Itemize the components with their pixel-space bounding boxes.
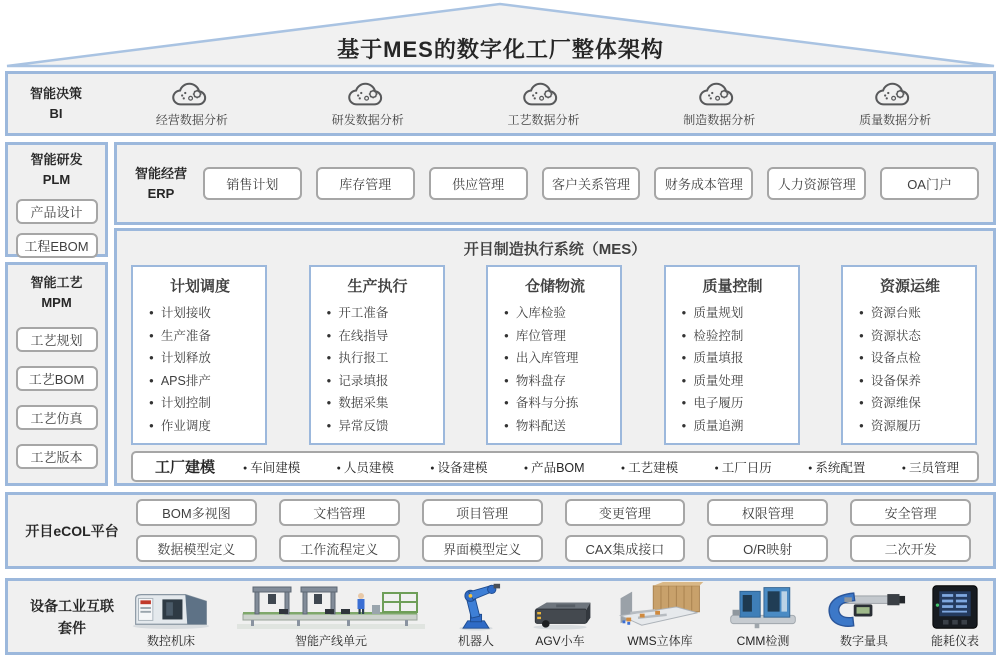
bi-label-line1: 智能决策 [29,85,82,101]
equipment-caption: 机器人 [457,634,494,648]
analytics-node-label: 研发数据分析 [331,112,404,127]
analytics-node-label: 工艺数据分析 [507,112,580,127]
agv-cart-icon [527,593,593,631]
plm-label-line2: PLM [42,172,71,187]
mes-item: ● 库位管理 [504,325,616,348]
mes-item: ● 生产准备 [149,325,261,348]
mpm-node: 工艺仿真 [16,405,98,430]
mes-item: ● 设备保养 [859,370,971,393]
fm-item: ● 产品BOM [524,458,585,476]
mes-title: 开目制造执行系统（MES） [463,241,647,258]
equipment-caption: 数控机床 [146,634,195,648]
erp-node: 财务成本管理 [654,167,753,200]
equipment-figure-wms [616,581,704,649]
plm-node: 工程EBOM [16,233,98,258]
mes-item: ● APS排产 [149,370,261,393]
ecol-node: BOM多视图 [136,499,257,526]
mes-item: ● 计划释放 [149,347,261,370]
equipment-caption: 智能产线单元 [294,634,367,648]
equipment-layer [5,578,996,655]
mes-column-production [309,265,445,445]
analytics-node [332,80,404,128]
cloud-gear-icon [695,80,743,110]
erp-layer-label [129,164,193,204]
mes-column-resource [841,265,977,445]
equipment-figure-line [237,583,425,649]
equipment-caption: WMS立体库 [627,634,693,648]
mpm-label-line2: MPM [41,295,72,310]
ecol-node: 数据模型定义 [136,535,257,562]
bi-layer-label [8,84,104,124]
mes-column-header: 质量控制 [702,278,763,295]
mes-columns [117,259,993,451]
cloud-gear-icon [519,80,567,110]
plm-layer [5,142,108,257]
mpm-label-line1: 智能工艺 [30,275,83,290]
equipment-row [128,581,985,652]
warehouse-icon [616,581,704,631]
mes-item: ● 电子履历 [682,392,794,415]
mes-item: ● 质量规划 [682,302,794,325]
bi-layer [5,71,996,136]
ecol-node: 安全管理 [850,499,971,526]
equipment-caption: CMM检测 [736,634,790,648]
plm-label-line1: 智能研发 [30,152,83,167]
fm-item: ● 三员管理 [902,458,959,476]
ecol-node: O/R映射 [707,535,828,562]
mpm-node: 工艺版本 [16,444,98,469]
erp-modules [203,167,979,200]
mes-item: ● 资源状态 [859,325,971,348]
erp-node: 客户关系管理 [542,167,641,200]
fm-item: ● 设备建模 [430,458,487,476]
mes-item: ● 执行报工 [327,347,439,370]
erp-node: 库存管理 [316,167,415,200]
mes-item: ● 记录填报 [327,370,439,393]
ecol-node: 变更管理 [565,499,686,526]
mpm-node: 工艺BOM [16,366,98,391]
mes-item: ● 物料盘存 [504,370,616,393]
erp-node: OA门户 [880,167,979,200]
equipment-figure-cnc [128,585,214,649]
mes-item: ● 设备点检 [859,347,971,370]
analytics-node-label: 经营数据分析 [155,112,228,127]
ecol-node: 二次开发 [850,535,971,562]
analytics-node [683,80,755,128]
fm-item: ● 人员建模 [337,458,394,476]
fm-item: ● 工厂日历 [715,458,772,476]
ecol-node: 工作流程定义 [279,535,400,562]
ecol-node: 界面模型定义 [422,535,543,562]
ecol-node: 项目管理 [422,499,543,526]
mes-column-header: 仓储物流 [524,278,585,295]
factory-modeling-items [243,458,959,476]
cloud-gear-icon [168,80,216,110]
production-line-icon [237,583,425,631]
equipment-figure-meter [929,583,981,649]
cloud-gear-icon [344,80,392,110]
mes-item: ● 物料配送 [504,415,616,438]
mes-item: ● 计划控制 [149,392,261,415]
equipment-label-line2: 套件 [58,619,86,636]
analytics-node-label: 质量数据分析 [859,112,932,127]
erp-node: 销售计划 [203,167,302,200]
mes-item: ● 质量追溯 [682,415,794,438]
mes-item: ● 检验控制 [682,325,794,348]
cmm-machine-icon [727,583,799,631]
fm-item: ● 系统配置 [808,458,865,476]
bi-label-line2: BI [49,105,63,121]
mes-item: ● 异常反馈 [327,415,439,438]
factory-modeling-bar [131,451,979,482]
mes-item: ● 开工准备 [327,302,439,325]
fm-item: ● 车间建模 [243,458,300,476]
mes-item: ● 作业调度 [149,415,261,438]
equipment-figure-cmm [727,583,799,649]
erp-label-line2: ERP [147,185,175,201]
ecol-layer [5,492,996,569]
mes-layer [114,228,996,486]
equipment-caption: AGV小车 [535,634,585,648]
mes-item: ● 出入库管理 [504,347,616,370]
erp-node: 供应管理 [429,167,528,200]
cnc-machine-icon [128,585,214,631]
erp-label-line1: 智能经营 [134,165,187,181]
ecol-label: 开目eCOL平台 [25,522,119,539]
mpm-node: 工艺规划 [16,327,98,352]
erp-layer [114,142,996,225]
analytics-node [156,80,228,128]
analytics-node-label: 制造数据分析 [683,112,756,127]
cloud-gear-icon [871,80,919,110]
mes-item: ● 资源台账 [859,302,971,325]
analytics-node [507,80,579,128]
mes-item: ● 计划接收 [149,302,261,325]
robot-arm-icon [448,581,504,631]
mes-column-warehouse [486,265,622,445]
mes-item: ● 入库检验 [504,302,616,325]
mes-column-header: 计划调度 [169,278,230,295]
mes-item: ● 资源履历 [859,415,971,438]
mes-item: ● 在线指导 [327,325,439,348]
energy-meter-icon [929,583,981,631]
mes-item: ● 质量填报 [682,347,794,370]
bi-analytics-row [104,80,993,128]
equipment-caption: 数字量具 [839,634,888,648]
mes-item: ● 备料与分拣 [504,392,616,415]
ecol-modules [136,499,993,562]
factory-modeling-label: 工厂建模 [155,459,216,476]
mes-column-plan [131,265,267,445]
equipment-label [16,595,128,639]
ecol-node: 权限管理 [707,499,828,526]
equipment-figure-robot [448,581,504,649]
equipment-figure-agv [527,593,593,649]
mes-item: ● 资源维保 [859,392,971,415]
mes-column-quality [664,265,800,445]
equipment-label-line1: 设备工业互联 [30,597,114,614]
plm-node: 产品设计 [16,199,98,224]
equipment-figure-micrometer [822,587,906,649]
mes-item: ● 质量处理 [682,370,794,393]
mpm-layer [5,262,108,486]
ecol-node: 文档管理 [279,499,400,526]
ecol-node: CAX集成接口 [565,535,686,562]
mes-column-header: 生产执行 [347,278,408,295]
mes-item: ● 数据采集 [327,392,439,415]
erp-node: 人力资源管理 [767,167,866,200]
micrometer-icon [822,587,906,631]
fm-item: ● 工艺建模 [621,458,678,476]
analytics-node [859,80,931,128]
page-title: 基于MES的数字化工厂整体架构 [337,37,664,62]
mes-column-header: 资源运维 [879,278,940,295]
equipment-caption: 能耗仪表 [930,634,979,648]
